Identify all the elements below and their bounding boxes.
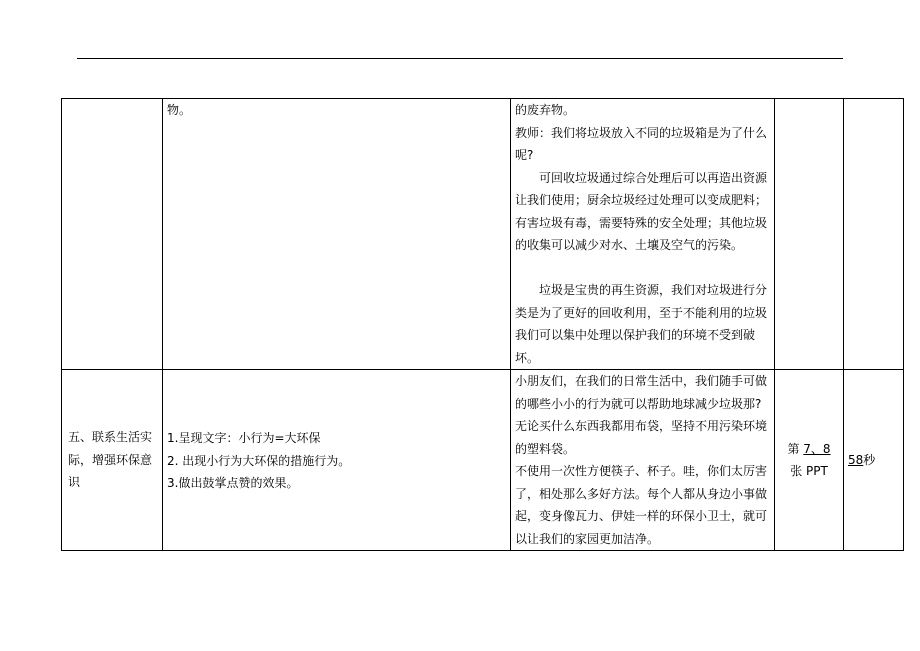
steps-text: 物。 xyxy=(167,103,192,117)
stage-cell xyxy=(62,370,163,551)
step-item: 2. 出现小行为大环保的措施行为。 xyxy=(167,453,351,468)
content-cell xyxy=(511,370,775,551)
table-row xyxy=(62,370,904,551)
slides-prefix: 第 xyxy=(787,441,800,456)
content-paragraph: 可回收垃圾通过综合处理后可以再造出资源让我们使用；厨余垃圾经过处理可以变成肥料；有害垃圾有毒，需要特殊的安全处理；其他垃圾的收集可以减少对水、土壤及空气的污染。 xyxy=(515,170,768,252)
table-row xyxy=(62,99,904,370)
content-cell xyxy=(511,99,775,370)
steps-cell xyxy=(163,370,511,551)
stage-cell xyxy=(62,99,163,370)
step-item: 1.呈现文字：小行为=大环保 xyxy=(167,431,321,446)
content-paragraph: 垃圾是宝贵的再生资源，我们对垃圾进行分类是为了更好的回收利用，至于不能利用的垃圾我们可以集中处理以保护我们的环境不受到破坏。 xyxy=(515,283,768,365)
slides-numbers: 7、8 xyxy=(803,441,831,456)
slides-cell xyxy=(775,99,844,370)
time-unit: 秒 xyxy=(863,452,876,467)
time-cell xyxy=(844,370,904,551)
content-paragraph: 不使用一次性方便筷子、杯子。哇，你们太厉害了，相处那么多好方法。每个人都从身边小事做起，变身像瓦力、伊娃一样的环保小卫士，就可以让我们的家园更加洁净。 xyxy=(515,464,768,546)
header-rule xyxy=(77,58,843,59)
slides-cell xyxy=(775,370,844,551)
lesson-plan-table xyxy=(61,98,904,551)
stage-title: 五、联系生活实际，增强环保意识 xyxy=(68,430,153,490)
step-item: 3.做出鼓掌点赞的效果。 xyxy=(167,476,299,491)
content-paragraph: 无论买什么东西我都用布袋，坚持不用污染环境的塑料袋。 xyxy=(515,419,768,456)
steps-cell xyxy=(163,99,511,370)
time-cell xyxy=(844,99,904,370)
time-value: 58 xyxy=(848,452,864,467)
slides-suffix: 张 PPT xyxy=(790,464,828,478)
content-paragraph: 的废弃物。 xyxy=(515,103,576,117)
content-paragraph: 小朋友们，在我们的日常生活中，我们随手可做的哪些小小的行为就可以帮助地球减少垃圾那? xyxy=(515,374,768,411)
content-paragraph: 教师：我们将垃圾放入不同的垃圾箱是为了什么呢? xyxy=(515,125,768,162)
